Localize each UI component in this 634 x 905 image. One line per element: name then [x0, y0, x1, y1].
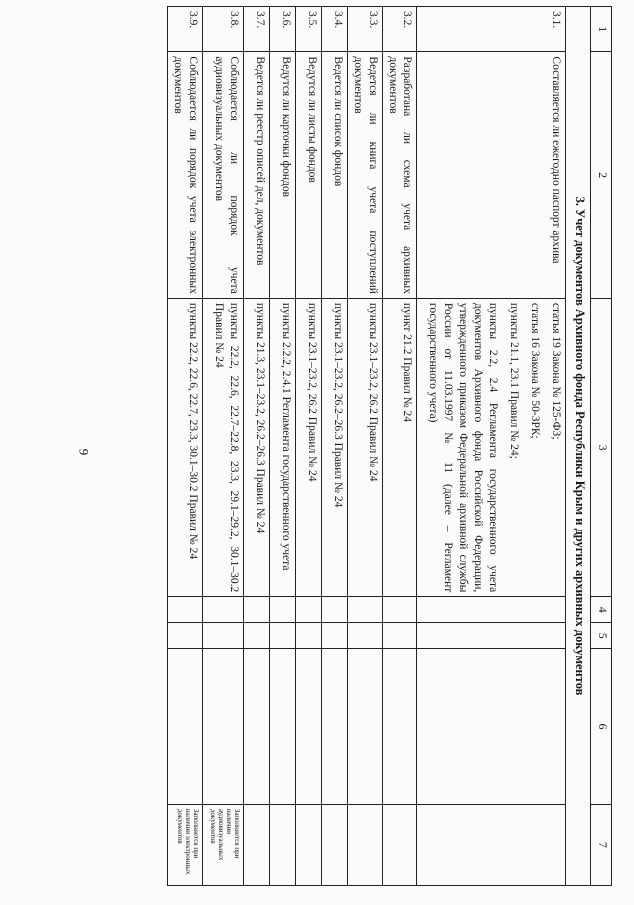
table-row — [168, 7, 203, 886]
row-references — [244, 298, 270, 596]
cell-col-4 — [321, 597, 347, 623]
row-number: 3.9. — [168, 7, 203, 52]
row-question: Соблюдается ли порядок учета аудиовизуальных документов — [203, 52, 244, 299]
reference-line: пункты 2.2.2, 2.4.1 Регламента государственного учета — [279, 302, 292, 571]
section-title: 3. Учет документов Архивного фонда Республики Крым и других архивных документов — [566, 7, 591, 886]
row-references — [382, 298, 417, 596]
row-references — [269, 298, 295, 596]
cell-col-4 — [244, 597, 270, 623]
reference-line: статья 16 Закона № 50-ЗРК; — [529, 302, 542, 439]
col-header-2: 2 — [591, 52, 612, 299]
cell-col-6 — [347, 649, 382, 805]
reference-line: статья 19 Закона № 125-ФЗ; — [550, 302, 562, 440]
row-number: 3.1. — [417, 7, 566, 52]
col-header-4: 4 — [591, 597, 612, 623]
table-row — [382, 7, 417, 886]
row-note — [417, 804, 566, 885]
cell-col-4 — [382, 597, 417, 623]
audit-table — [167, 6, 612, 886]
row-question: Составляется ли ежегодно паспорт архива — [417, 52, 566, 299]
row-note: Заполняется при наличии электронных документов — [168, 804, 203, 885]
cell-col-6 — [269, 649, 295, 805]
section-row — [566, 7, 591, 886]
cell-col-5 — [321, 623, 347, 649]
row-number: 3.2. — [382, 7, 417, 52]
cell-col-5 — [244, 623, 270, 649]
cell-col-6 — [168, 649, 203, 805]
row-note — [295, 804, 321, 885]
row-question: Ведется ли список фондов — [321, 52, 347, 299]
table-row — [295, 7, 321, 886]
cell-col-4 — [417, 597, 566, 623]
col-header-3: 3 — [591, 298, 612, 596]
row-question: Соблюдается ли порядок учета электронных документов — [168, 52, 203, 299]
table-row — [269, 7, 295, 886]
row-number: 3.4. — [321, 7, 347, 52]
page-number: 9 — [76, 448, 91, 456]
cell-col-6 — [203, 649, 244, 805]
row-references — [347, 298, 382, 596]
cell-col-4 — [295, 597, 321, 623]
table-row — [321, 7, 347, 886]
cell-col-4 — [347, 597, 382, 623]
cell-col-6 — [382, 649, 417, 805]
reference-line: пункты 21.3, 23.1–23.2, 26.2–26.3 Правил № 24 — [253, 302, 266, 534]
reference-line: пункт 21.2 Правил № 24 — [401, 302, 414, 423]
row-question: Разработана ли схема учета архивных документов — [382, 52, 417, 299]
table-row — [244, 7, 270, 886]
col-header-6: 6 — [591, 649, 612, 805]
row-note — [244, 804, 270, 885]
rotated-table-block — [52, 6, 612, 886]
cell-col-4 — [269, 597, 295, 623]
cell-col-5 — [382, 623, 417, 649]
cell-col-6 — [321, 649, 347, 805]
row-references — [321, 298, 347, 596]
table-row — [347, 7, 382, 886]
cell-col-6 — [295, 649, 321, 805]
row-references — [417, 298, 566, 596]
reference-line: пункты 23.1–23.2, 26.2–26.3 Правил № 24 — [331, 302, 344, 508]
cell-col-4 — [168, 597, 203, 623]
row-references — [295, 298, 321, 596]
col-header-1: 1 — [591, 7, 612, 52]
table-row — [417, 7, 566, 886]
row-question: Ведется ли книга учета поступлений документов — [347, 52, 382, 299]
cell-col-5 — [417, 623, 566, 649]
row-note — [382, 804, 417, 885]
cell-col-5 — [168, 623, 203, 649]
header-row — [591, 7, 612, 886]
cell-col-5 — [203, 623, 244, 649]
row-number: 3.8. — [203, 7, 244, 52]
reference-line: пункты 23.1–23.2, 26.2 Правил № 24 — [366, 302, 379, 482]
row-number: 3.6. — [269, 7, 295, 52]
row-references — [168, 298, 203, 596]
row-question: Ведутся ли листы фондов — [295, 52, 321, 299]
reference-line: пункты 22.2, 22.6, 22.7, 23.3, 30.1–30.2 Правил № 24 — [187, 302, 200, 560]
cell-col-5 — [347, 623, 382, 649]
reference-line: пункты 22.2, 22.6, 22.7–22.8, 23.3, 29.1–29.2, 30.1–30.2 Правил № 24 — [213, 302, 240, 593]
reference-line: пункты 2.2, 2.4 Регламента государственного учета документов Архивного фонда Российской Федерации, утвержденного приказом Федеральной архивной службы России от 11.03.1997 № 11 (далее – Регламент государственного учета) — [427, 302, 500, 593]
row-number: 3.5. — [295, 7, 321, 52]
reference-line: пункты 23.1–23.2, 26.2 Правил № 24 — [305, 302, 318, 482]
reference-line: пункты 21.1, 23.1 Правил № 24; — [508, 302, 521, 459]
row-number: 3.3. — [347, 7, 382, 52]
row-number: 3.7. — [244, 7, 270, 52]
row-question: Ведутся ли карточки фондов — [269, 52, 295, 299]
cell-col-5 — [269, 623, 295, 649]
row-note — [347, 804, 382, 885]
col-header-7: 7 — [591, 804, 612, 885]
row-note — [321, 804, 347, 885]
row-references — [203, 298, 244, 596]
row-question: Ведется ли реестр описей дел, документов — [244, 52, 270, 299]
cell-col-5 — [295, 623, 321, 649]
cell-col-6 — [417, 649, 566, 805]
col-header-5: 5 — [591, 623, 612, 649]
cell-col-4 — [203, 597, 244, 623]
table-row — [203, 7, 244, 886]
row-note — [269, 804, 295, 885]
row-note: Заполняется при наличии аудиовизуальных документов — [203, 804, 244, 885]
cell-col-6 — [244, 649, 270, 805]
